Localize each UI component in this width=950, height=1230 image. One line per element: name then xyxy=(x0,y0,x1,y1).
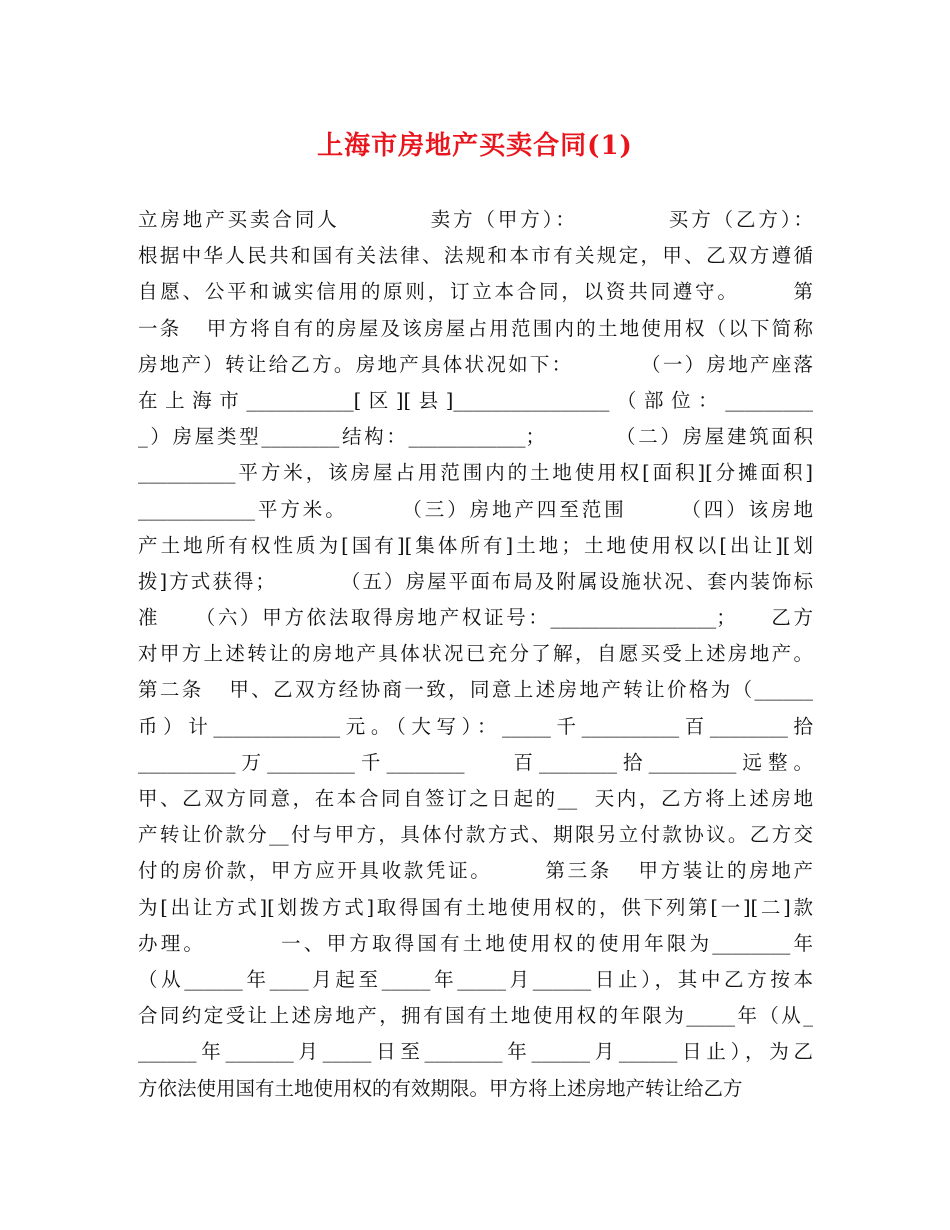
body-line: 办理。 一、甲方取得国有土地使用权的使用年限为________年 xyxy=(138,931,813,955)
body-line: __________平方米，该房屋占用范围内的土地使用权[面积][分摊面积] xyxy=(138,461,813,485)
body-line: 方依法使用国有土地使用权的有效期限。甲方将上述房地产转让给乙方 xyxy=(138,1076,743,1100)
body-line: ____________平方米。 （三）房地产四至范围 （四）该房地 xyxy=(138,497,813,521)
body-line: 立房地产买卖合同人 卖方（甲方）： 买方（乙方）： xyxy=(138,208,813,231)
body-line: 根据中华人民共和国有关法律、法规和本市有关规定，甲、乙双方遵循 xyxy=(138,244,813,268)
body-line: ______年_______月_____日至________年______月______日止），为乙 xyxy=(138,1040,813,1064)
body-line: 第二条 甲、乙双方经协商一致，同意上述房地产转让价格为（______ xyxy=(138,678,813,702)
body-line: 对甲方上述转让的房地产具体状况已充分了解，自愿买受上述房地产。 xyxy=(138,642,813,666)
body-line: 币）计_____________元。（大写）：_____千__________百________拾 xyxy=(138,714,813,738)
body-line: __________万_________千________ 百________拾_________远整。 xyxy=(138,750,813,774)
document-title: 上海市房地产买卖合同(1) xyxy=(317,131,633,161)
body-line: 一条 甲方将自有的房屋及该房屋占用范围内的土地使用权（以下简称 xyxy=(138,316,813,340)
body-line: （从______年____月起至_____年_____月______日止），其中乙方按本 xyxy=(138,967,813,991)
document-body xyxy=(138,202,813,1107)
body-line: 在上海市___________[区][县]________________（部位：_________ xyxy=(138,388,813,412)
body-line: 房地产）转让给乙方。房地产具体状况如下： （一）房地产座落 xyxy=(138,352,813,376)
body-line: _）房屋类型________结构：____________； （二）房屋建筑面积 xyxy=(138,425,813,449)
body-line: 自愿、公平和诚实信用的原则，订立本合同，以资共同遵守。 第 xyxy=(138,280,813,304)
body-line: 拨]方式获得； （五）房屋平面布局及附属设施状况、套内装饰标 xyxy=(138,569,813,593)
body-line: 为[出让方式][划拨方式]取得国有土地使用权的，供下列第[一][二]款 xyxy=(138,895,813,919)
body-line: 准 （六）甲方依法取得房地产权证号：_________________； 乙方 xyxy=(138,606,813,630)
body-line: 付的房价款，甲方应开具收款凭证。 第三条 甲方装让的房地产 xyxy=(138,859,813,883)
body-line: 产土地所有权性质为[国有][集体所有]土地；土地使用权以[出让][划 xyxy=(138,533,813,557)
body-line: 合同约定受让上述房地产，拥有国有土地使用权的年限为_____年（从_ xyxy=(138,1004,813,1028)
body-line: 产转让价款分__付与甲方，具体付款方式、期限另立付款协议。乙方交 xyxy=(138,823,813,847)
body-line: 甲、乙双方同意，在本合同自签订之日起的__ 天内，乙方将上述房地 xyxy=(138,787,813,810)
